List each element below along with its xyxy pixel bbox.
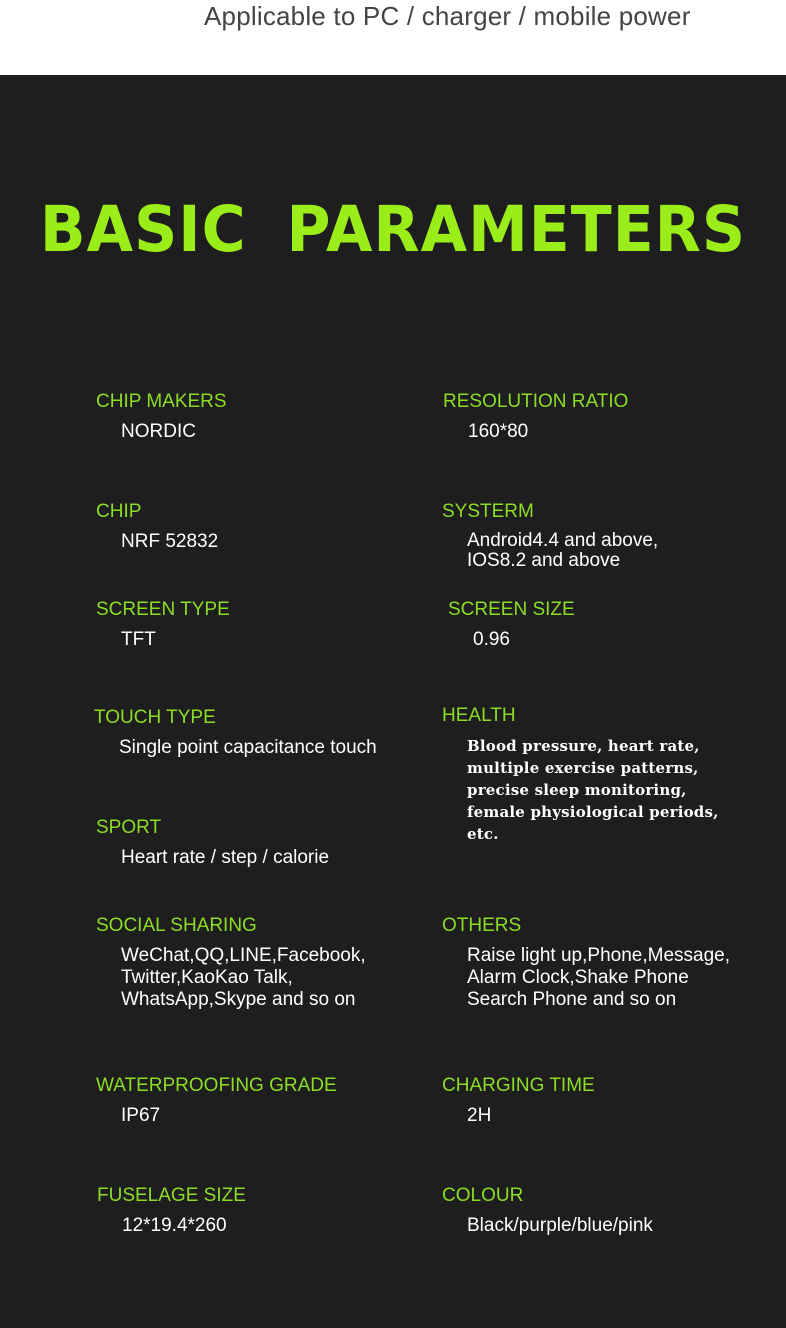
param-value: NRF 52832	[121, 531, 219, 552]
param-others	[442, 914, 782, 1011]
param-value: Blood pressure, heart rate, multiple exercise patterns, precise sleep monitoring, female physiological periods, etc.	[467, 737, 719, 843]
param-value: Raise light up,Phone,Message, Alarm Clock,Shake Phone Search Phone and so on	[467, 945, 730, 1010]
param-value: 12*19.4*260	[122, 1215, 227, 1236]
param-label: SOCIAL SHARING	[96, 915, 257, 936]
param-value: IP67	[121, 1105, 161, 1126]
top-caption: Applicable to PC / charger / mobile power	[204, 1, 691, 31]
param-label: COLOUR	[442, 1185, 524, 1206]
param-social-sharing	[96, 914, 436, 1011]
param-label: RESOLUTION RATIO	[443, 391, 629, 412]
page-title: BASIC PARAMETERS	[39, 193, 747, 267]
param-value: WeChat,QQ,LINE,Facebook, Twitter,KaoKao Talk, WhatsApp,Skype and so on	[121, 945, 366, 1010]
param-systerm	[442, 500, 782, 571]
param-screen-size	[448, 598, 786, 651]
param-screen-type	[96, 598, 436, 651]
param-value: 0.96	[473, 629, 510, 650]
param-value: NORDIC	[121, 421, 196, 442]
param-colour	[442, 1184, 782, 1237]
param-chip-makers	[96, 390, 436, 443]
param-label: SCREEN TYPE	[96, 599, 230, 620]
param-value: Black/purple/blue/pink	[467, 1215, 653, 1236]
top-caption-area	[0, 0, 786, 75]
param-value: TFT	[121, 629, 156, 650]
param-label: TOUCH TYPE	[94, 707, 216, 728]
param-value: 160*80	[468, 421, 529, 442]
param-value: Heart rate / step / calorie	[121, 847, 330, 868]
param-fuselage-size	[97, 1184, 437, 1237]
param-label: HEALTH	[442, 705, 516, 726]
param-chip	[96, 500, 436, 553]
param-value: Android4.4 and above, IOS8.2 and above	[467, 530, 659, 571]
param-value: 2H	[467, 1105, 492, 1126]
param-label: OTHERS	[442, 915, 522, 936]
param-label: SCREEN SIZE	[448, 599, 575, 620]
param-waterproofing-grade	[96, 1074, 436, 1127]
param-label: WATERPROOFING GRADE	[96, 1075, 337, 1096]
param-charging-time	[442, 1074, 782, 1127]
param-sport	[96, 816, 436, 869]
param-label: FUSELAGE SIZE	[97, 1185, 246, 1206]
param-touch-type	[94, 706, 434, 759]
param-label: CHIP MAKERS	[96, 391, 227, 412]
param-value: Single point capacitance touch	[119, 737, 377, 758]
param-label: CHIP	[96, 501, 142, 522]
param-label: SYSTERM	[442, 501, 534, 522]
param-resolution-ratio	[443, 390, 783, 443]
parameters-panel	[0, 75, 786, 1328]
param-label: SPORT	[96, 817, 162, 838]
param-health	[442, 704, 782, 845]
param-label: CHARGING TIME	[442, 1075, 595, 1096]
